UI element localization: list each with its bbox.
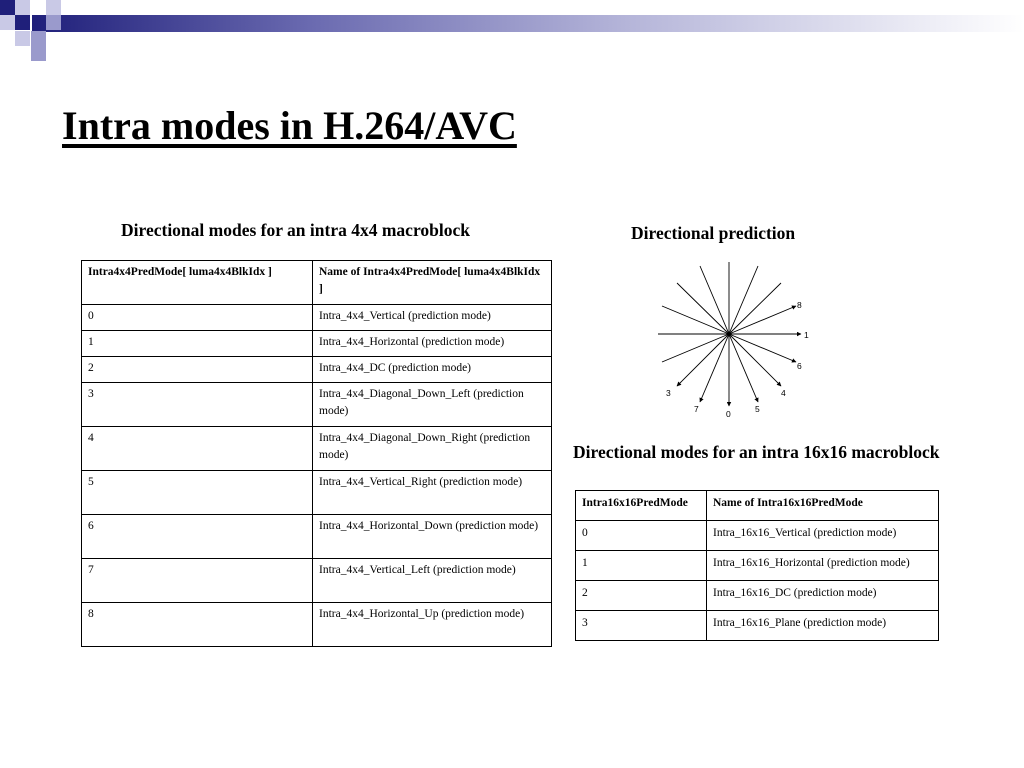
intra16x16-modes-table: [575, 490, 939, 641]
mode-number-cell: 8: [82, 603, 313, 647]
header-decoration-square: [46, 15, 61, 30]
mode-name-cell: Intra_16x16_Plane (prediction mode): [707, 611, 939, 641]
header-decoration-square: [46, 0, 61, 15]
mode-name-cell: Intra_4x4_Horizontal_Down (prediction mode): [313, 515, 552, 559]
table-header-cell: Name of Intra16x16PredMode: [707, 491, 939, 521]
mode-name-cell: Intra_16x16_DC (prediction mode): [707, 581, 939, 611]
mode-name-cell: Intra_4x4_Vertical_Right (prediction mode): [313, 471, 552, 515]
header-decoration-band: [32, 15, 1024, 32]
mode-name-cell: Intra_4x4_Horizontal (prediction mode): [313, 331, 552, 357]
mode-number-cell: 3: [82, 383, 313, 427]
table-header-cell: Name of Intra4x4PredMode[ luma4x4BlkIdx ]: [313, 261, 552, 305]
direction-label: 8: [797, 300, 802, 310]
intra4x4-modes-table: [81, 260, 552, 647]
mode-number-cell: 0: [82, 305, 313, 331]
table-row: [82, 515, 552, 559]
header-decoration-square: [15, 0, 30, 15]
direction-label: 3: [666, 388, 671, 398]
header-decoration-square: [15, 31, 30, 46]
slide-title: Intra modes in H.264/AVC: [62, 103, 517, 148]
table-row: [82, 427, 552, 471]
table-header-row: [82, 261, 552, 305]
mode-number-cell: 1: [576, 551, 707, 581]
mode-name-cell: Intra_4x4_Horizontal_Up (prediction mode): [313, 603, 552, 647]
mode-number-cell: 5: [82, 471, 313, 515]
direction-arrow: [677, 334, 729, 386]
table-header-cell: Intra4x4PredMode[ luma4x4BlkIdx ]: [82, 261, 313, 305]
direction-label: 7: [694, 404, 699, 414]
direction-label: 5: [755, 404, 760, 414]
header-decoration-square: [0, 0, 15, 15]
header-decoration-square: [31, 31, 46, 46]
direction-arrow: [729, 334, 781, 386]
mode-number-cell: 2: [82, 357, 313, 383]
table-row: [576, 611, 939, 641]
direction-label: 0: [726, 409, 731, 419]
table-header-cell: Intra16x16PredMode: [576, 491, 707, 521]
table-header-row: [576, 491, 939, 521]
table-row: [82, 471, 552, 515]
mode-name-cell: Intra_4x4_Diagonal_Down_Right (prediction mode): [313, 427, 552, 471]
header-decoration-square: [15, 15, 30, 30]
mode-name-cell: Intra_16x16_Vertical (prediction mode): [707, 521, 939, 551]
mode-number-cell: 7: [82, 559, 313, 603]
mode-name-cell: Intra_4x4_DC (prediction mode): [313, 357, 552, 383]
intra16x16-caption: Directional modes for an intra 16x16 macroblock: [573, 442, 940, 462]
direction-ray: [729, 283, 781, 334]
table-row: [82, 331, 552, 357]
intra4x4-caption: Directional modes for an intra 4x4 macroblock: [121, 220, 471, 240]
mode-number-cell: 0: [576, 521, 707, 551]
direction-ray: [677, 283, 729, 334]
mode-name-cell: Intra_16x16_Horizontal (prediction mode): [707, 551, 939, 581]
mode-name-cell: Intra_4x4_Vertical (prediction mode): [313, 305, 552, 331]
mode-number-cell: 2: [576, 581, 707, 611]
table-row: [576, 581, 939, 611]
table-row: [82, 305, 552, 331]
directional-prediction-caption: Directional prediction: [631, 223, 796, 243]
mode-number-cell: 4: [82, 427, 313, 471]
direction-label: 4: [781, 388, 786, 398]
direction-label: 6: [797, 361, 802, 371]
header-decoration-square: [31, 46, 46, 61]
directional-prediction-diagram: [650, 258, 820, 428]
mode-number-cell: 6: [82, 515, 313, 559]
mode-name-cell: Intra_4x4_Diagonal_Down_Left (prediction mode): [313, 383, 552, 427]
mode-number-cell: 1: [82, 331, 313, 357]
table-row: [82, 383, 552, 427]
direction-label: 1: [804, 330, 809, 340]
table-row: [82, 357, 552, 383]
header-decoration-square: [0, 15, 15, 30]
table-row: [82, 603, 552, 647]
table-row: [576, 521, 939, 551]
table-row: [576, 551, 939, 581]
table-row: [82, 559, 552, 603]
mode-number-cell: 3: [576, 611, 707, 641]
mode-name-cell: Intra_4x4_Vertical_Left (prediction mode): [313, 559, 552, 603]
